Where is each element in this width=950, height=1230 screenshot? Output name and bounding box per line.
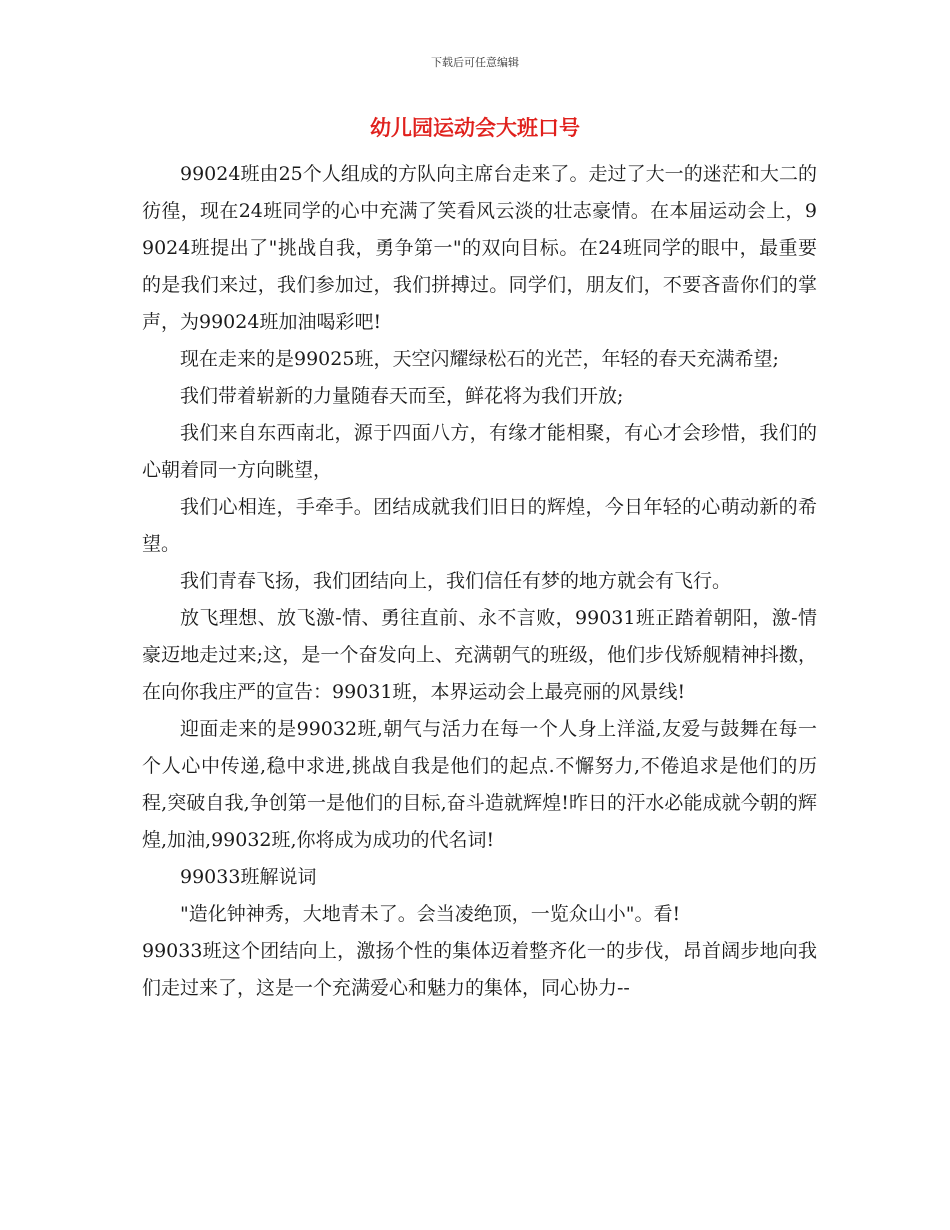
document-body (142, 156, 817, 1007)
paragraph: 迎面走来的是99032班,朝气与活力在每一个人身上洋溢,友爱与鼓舞在每一个人心中传递,稳中求进,挑战自我是他们的起点.不懈努力,不倦追求是他们的历程,突破自我,争创第一是他们的目标,奋斗造就辉煌!昨日的汗水必能成就今朝的辉煌,加油,99032班,你将成为成功的代名词! (142, 718, 817, 851)
paragraph: 99024班由25个人组成的方队向主席台走来了。走过了大一的迷茫和大二的彷徨，现在24班同学的心中充满了笑看风云淡的壮志豪情。在本届运动会上，99024班提出了"挑战自我，勇争第一"的双向目标。在24班同学的眼中，最重要的是我们来过，我们参加过，我们拼搏过。同学们，朋友们，不要吝啬你们的掌声，为99024班加油喝彩吧! (142, 163, 817, 333)
paragraph: 我们来自东西南北，源于四面八方，有缘才能相聚，有心才会珍惜，我们的心朝着同一方向眺望， (142, 422, 817, 481)
paragraph: 我们心相连，手牵手。团结成就我们旧日的辉煌，今日年轻的心萌动新的希望。 (142, 496, 817, 555)
paragraph: 现在走来的是99025班，天空闪耀绿松石的光芒，年轻的春天充满希望; (180, 348, 779, 370)
paragraph: 放飞理想、放飞激-情、勇往直前、永不言败，99031班正踏着朝阳，激-情豪迈地走过来;这，是一个奋发向上、充满朝气的班级，他们步伐矫舰精神抖擞，在向你我庄严的宣告：99031班，本界运动会上最亮丽的风景线! (142, 607, 817, 703)
paragraph: 99033班这个团结向上，激扬个性的集体迈着整齐化一的步伐，昂首阔步地向我们走过来了，这是一个充满爱心和魅力的集体，同心协力-- (142, 940, 817, 999)
document-title: 幼儿园运动会大班口号 (370, 116, 580, 140)
paragraph: 我们带着崭新的力量随春天而至，鲜花将为我们开放; (180, 385, 624, 407)
paragraph: "造化钟神秀，大地青未了。会当凌绝顶，一览众山小"。看! (180, 903, 681, 925)
paragraph: 99033班解说词 (180, 866, 317, 888)
paragraph: 我们青春飞扬，我们团结向上，我们信任有梦的地方就会有飞行。 (180, 570, 732, 592)
header-note: 下载后可任意编辑 (431, 56, 519, 69)
